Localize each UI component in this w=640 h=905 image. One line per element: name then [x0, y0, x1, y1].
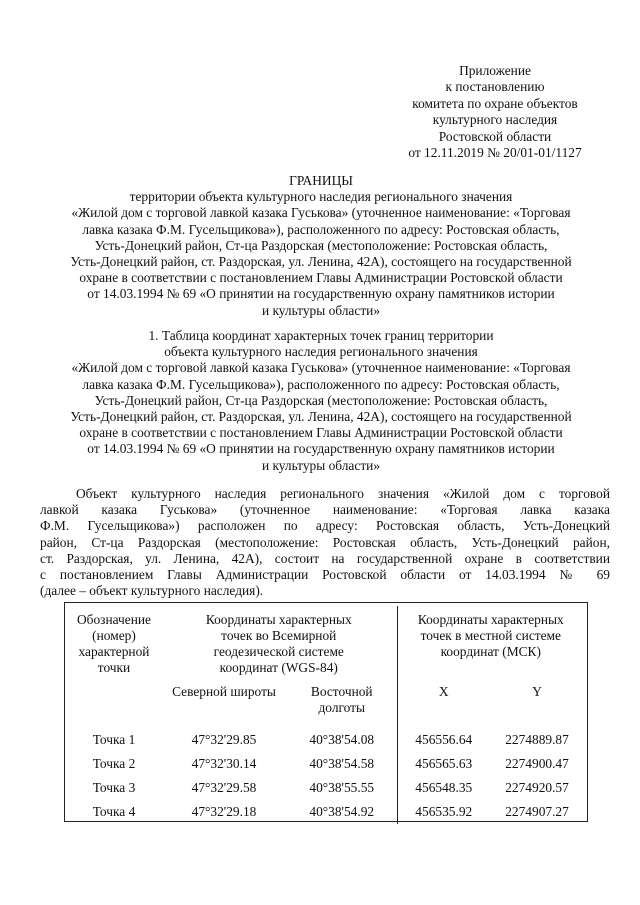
table-row: [67, 800, 584, 824]
appendix-line: от 12.11.2019 № 20/01-01/1127: [408, 145, 582, 161]
y-value: 2274920.57: [505, 780, 569, 795]
header-line: Координаты характерных: [205, 612, 352, 627]
longitude-value: 40°38'54.92: [309, 804, 375, 819]
header-line: точек во Всемирной: [221, 628, 337, 643]
header-line: геодезической системе: [213, 644, 344, 659]
intro-line: с постановлением Главы Администрации Ростовской области от 14.03.1994 № 69: [40, 567, 610, 583]
table-subheader-row: [67, 676, 584, 728]
header-line: характерной: [78, 644, 150, 659]
x-value: 456548.35: [397, 776, 490, 800]
appendix-block: [380, 63, 610, 161]
coordinates-table: [67, 606, 584, 824]
intro-line: Объект культурного наследия регионального значения «Жилой дом с торговой: [76, 486, 610, 501]
table-header-row: [67, 606, 584, 676]
header-line: Обозначение: [77, 612, 151, 627]
empty-cell: [67, 676, 161, 728]
appendix-line: культурного наследия: [432, 112, 558, 128]
intro-line: район, Ст-ца Раздорская (местоположение: Ростовская область, Усть-Донецкий район,: [40, 534, 610, 550]
longitude-value: 40°38'55.55: [309, 780, 375, 795]
y-value: 2274900.47: [505, 756, 569, 771]
north-latitude-header: Северной широты: [172, 684, 276, 699]
header-line: координат (МСК): [440, 644, 541, 659]
appendix-line: к постановлению: [445, 79, 545, 95]
subtitle-line: и культуры области»: [261, 457, 381, 473]
appendix-line: комитета по охране объектов: [412, 95, 578, 111]
appendix-line: Приложение: [459, 63, 531, 78]
header-line: Восточной: [310, 684, 373, 699]
appendix-line: Ростовской области: [438, 128, 552, 144]
subtitle-line: объекта культурного наследия регионального значения: [164, 344, 478, 360]
latitude-value: 47°32'29.18: [191, 804, 257, 819]
header-line: точек в местной системе: [420, 628, 561, 643]
title-line: от 14.03.1994 № 69 «О принятии на государственную охрану памятников истории: [87, 286, 555, 302]
y-header: Y: [532, 684, 542, 699]
title-line: Усть-Донецкий район, Ст-ца Раздорская (местоположение: Ростовская область,: [94, 237, 548, 253]
subtitle-line: лавка казака Ф.М. Гусельщикова»), расположенного по адресу: Ростовская область,: [82, 376, 560, 392]
intro-line: (далее – объект культурного наследия).: [40, 583, 264, 599]
header-line: точки: [97, 660, 131, 675]
longitude-value: 40°38'54.58: [309, 756, 375, 771]
subtitle-line: Усть-Донецкий район, ст. Раздорская, ул. Ленина, 42А), состоящего на государственной: [70, 409, 572, 425]
subtitle-line: охране в соответствии с постановлением Главы Администрации Ростовской области: [79, 425, 563, 441]
point-name: Точка 4: [92, 804, 136, 819]
subtitle-line: от 14.03.1994 № 69 «О принятии на государственную охрану памятников истории: [87, 441, 555, 457]
y-value: 2274889.87: [505, 732, 569, 747]
header-line: Координаты характерных: [417, 612, 564, 627]
col-designation-header: [67, 606, 161, 676]
title-line: территории объекта культурного наследия регионального значения: [129, 189, 513, 205]
east-longitude-header: [287, 676, 397, 728]
title-line: лавка казака Ф.М. Гусельщикова»), расположенного по адресу: Ростовская область,: [82, 221, 560, 237]
x-value: 456565.63: [397, 752, 490, 776]
intro-paragraph: [40, 486, 610, 599]
title-line: «Жилой дом с торговой лавкой казака Гуськова» (уточненное наименование: «Торговая: [71, 205, 571, 221]
title-heading: ГРАНИЦЫ: [289, 173, 353, 188]
table-row: [67, 776, 584, 800]
table-row: [67, 728, 584, 752]
x-header: X: [397, 676, 490, 728]
subtitle-line: 1. Таблица координат характерных точек границ территории: [148, 328, 494, 343]
latitude-value: 47°32'29.85: [191, 732, 257, 747]
section-title: [36, 328, 606, 474]
subtitle-line: «Жилой дом с торговой лавкой казака Гуськова» (уточненное наименование: «Торговая: [71, 360, 571, 376]
latitude-value: 47°32'30.14: [191, 756, 257, 771]
longitude-value: 40°38'54.08: [309, 732, 375, 747]
table-row: [67, 752, 584, 776]
title-line: Усть-Донецкий район, ст. Раздорская, ул. Ленина, 42А), состоящего на государственной: [70, 254, 572, 270]
intro-line: ст. Раздорская, ул. Ленина, 42А), состоит на государственной охране в соответствии: [40, 550, 610, 566]
point-name: Точка 2: [92, 756, 136, 771]
point-name: Точка 1: [92, 732, 136, 747]
y-value: 2274907.27: [505, 804, 569, 819]
title-line: охране в соответствии с постановлением Главы Администрации Ростовской области: [79, 270, 563, 286]
latitude-value: 47°32'29.58: [191, 780, 257, 795]
header-line: координат (WGS-84): [219, 660, 338, 675]
subtitle-line: Усть-Донецкий район, Ст-ца Раздорская (местоположение: Ростовская область,: [94, 392, 548, 408]
header-line: долготы: [318, 700, 366, 715]
wgs-header: [161, 606, 397, 676]
intro-line: Ф.М. Гусельщикова») расположен по адресу: Ростовская область, Усть-Донецкий: [40, 518, 610, 534]
intro-line: лавкой казака Гуськова» (уточненное наименование: «Торговая лавка казака: [40, 502, 610, 518]
title-line: и культуры области»: [261, 302, 381, 318]
x-value: 456535.92: [397, 800, 490, 824]
point-name: Точка 3: [92, 780, 136, 795]
document-title: [36, 173, 606, 319]
x-value: 456556.64: [397, 728, 490, 752]
msk-header: [397, 606, 584, 676]
header-line: (номер): [92, 628, 136, 643]
